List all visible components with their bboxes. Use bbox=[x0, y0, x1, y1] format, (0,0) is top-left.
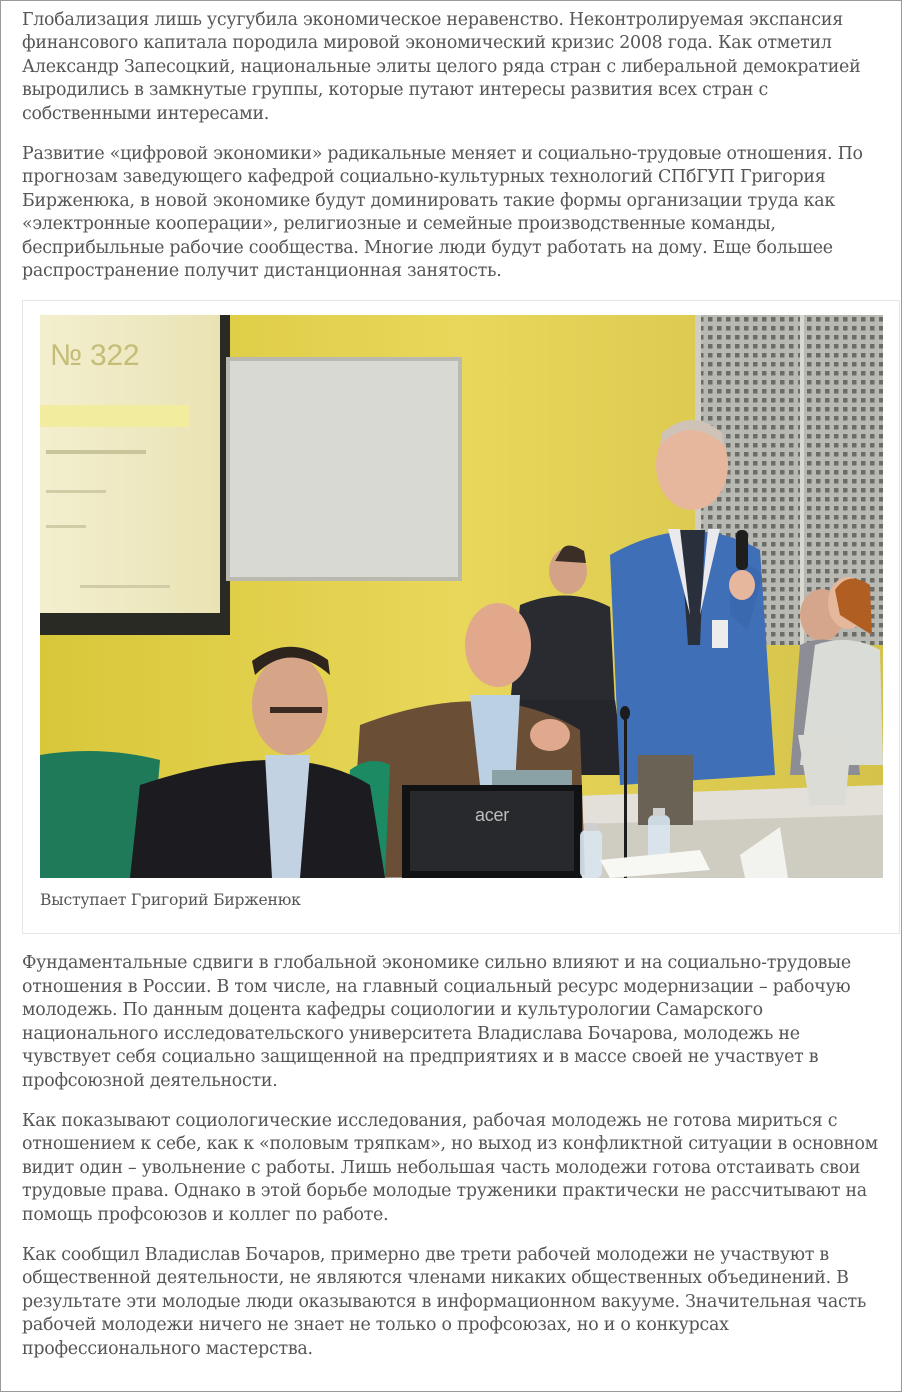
slide-text: № 322 bbox=[50, 339, 140, 373]
monitor-brand-text: acer bbox=[475, 805, 510, 826]
paragraph: Фундаментальные сдвиги в глобальной экономике сильно влияют и на социально-трудовые отношения в России. В том числе, на главный социальный ресурс модернизации – рабочую молодежь. По данным доцента кафедры социологии и культурологии Самарского национального исследовательского университета Владислава Бочарова, молодежь не чувствует себя социально защищенной на предприятиях и в массе своей не участвует в профсоюзной деятельности. bbox=[22, 953, 851, 1091]
paragraph: Развитие «цифровой экономики» радикальные меняет и социально-трудовые отношения. По прогнозам заведующего кафедрой социально-культурных технологий СПбГУП Григория Бирженюка, в новой экономике будут доминировать такие формы организации труда как «электронные кооперации», религиозные и семейные производственные команды, бесприбыльные рабочие сообщества. Многие люди будут работать на дому. Еще большее распространение получит дистанционная занятость. bbox=[22, 144, 863, 282]
paragraph: Как сообщил Владислав Бочаров, примерно две трети рабочей молодежи не участвуют в общественной деятельности, не являются членами никаких общественных объединений. В результате эти молодые люди оказываются в информационном вакууме. Значительная часть рабочей молодежи ничего не знает не только о профсоюзах, но и о конкурсах профессионального мастерства. bbox=[22, 1244, 867, 1359]
figure-caption: Выступает Григорий Бирженюк bbox=[40, 891, 301, 910]
paragraph: Глобализация лишь усугубила экономическое неравенство. Неконтролируемая экспансия финансового капитала породила мировой экономический кризис 2008 года. Как отметил Александр Запесоцкий, национальные элиты целого ряда стран с либеральной демократией выродились в замкнутые группы, которые путают интересы развития всех стран с собственными интересами. bbox=[22, 10, 861, 124]
conference-photo bbox=[40, 315, 883, 878]
paragraph: Как показывают социологические исследования, рабочая молодежь не готова мириться с отношением к себе, как к «половым тряпкам», но выход из конфликтной ситуации в основном видит один – увольнение с работы. Лишь небольшая часть молодежи готова отстаивать свои трудовые права. Однако в этой борьбе молодые труженики практически не рассчитывают на помощь профсоюзов и коллег по работе. bbox=[22, 1110, 878, 1225]
article-figure bbox=[22, 300, 900, 934]
article-body bbox=[22, 9, 882, 1378]
